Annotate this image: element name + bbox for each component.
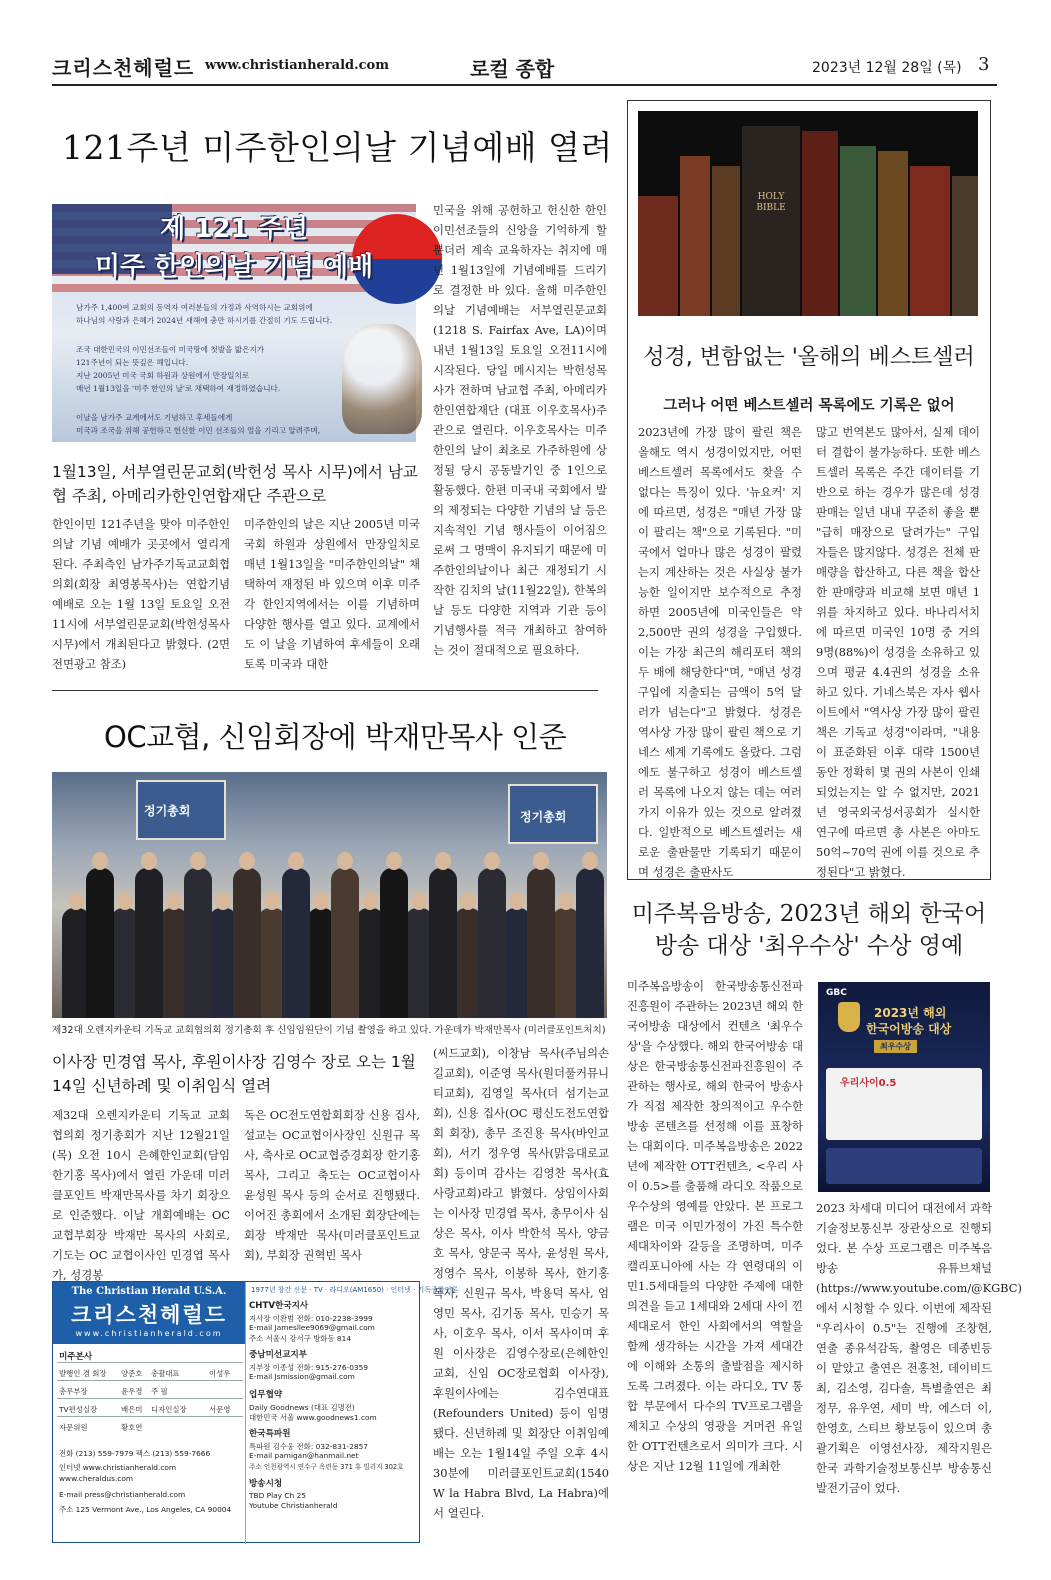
branch-line: 특파원 김수웅 전화: 032-831-2857: [249, 1442, 369, 1451]
person-head: [117, 892, 133, 910]
issue-date: 2023년 12월 28일 (목): [812, 60, 962, 76]
banner-line: 하나님의 사랑과 은혜가 2024년 새해에 충만 하시기를 간절히 기도 드립니다.: [76, 316, 333, 325]
staff-role: 주 필: [151, 1387, 168, 1396]
article1-banner-image: [52, 204, 416, 442]
person-head: [533, 852, 549, 870]
article1-column-2: 미주한인의 날은 지난 2005년 미국 국회 하원과 상원에서 만장일치로 매년 1월13일을 "미주한인의날" 채택하여 재정된 바 있으며 이후 미주 각 한인지역에서는 이를 기념하며 다양한 행사를 열고 있다. 교계에서도 이 날을 기념하여 후세들이 오래토록 미국과 대한: [244, 517, 420, 671]
kgbc-headline: [627, 898, 991, 962]
article2-subhead: 이사장 민경엽 목사, 후원이사장 김영수 장로 오는 1월14일 신년하례 및 이취임식 열려: [52, 1053, 416, 1095]
person-head: [558, 892, 574, 910]
staff-logo-korean: 크리스천헤럴드: [70, 1303, 227, 1327]
photo-banner-text: 정기총회: [520, 810, 567, 824]
contact-line: 인터넷 www.christianherald.com: [59, 1463, 177, 1472]
banner-line: 매년 1월13일을 '미주 한인의 날'로 채택하여 재정하였습니다.: [76, 384, 281, 393]
person-head: [509, 892, 525, 910]
staff-name: 황호연: [121, 1423, 143, 1432]
banner-title: 제 121 주년: [160, 214, 308, 244]
staff-role: 발행인 겸 회장: [59, 1369, 107, 1378]
staff-role: 디자인실장: [151, 1405, 187, 1414]
person-figure: [184, 868, 212, 1018]
book-spine-label: HOLY BIBLE: [756, 192, 786, 213]
person-head: [239, 852, 255, 870]
article1-column-1: 한인이민 121주년을 맞아 미주한인의날 기념 예배가 곳곳에서 열리게 된다. 주최측인 남가주기독교교회협의회(회장 최영봉목사)는 연합기념예배로 오는 1월 13일 토요일 오전11시에 서부열린문교회(박헌성목사 시무)에서 개최된다고 밝혔다. (2면 전면광고 참조): [52, 517, 230, 671]
poster-title: 한국어방송 대상: [866, 1022, 952, 1036]
branch-line: 대한민국 서울 www.goodnews1.com: [249, 1413, 377, 1422]
person-head: [460, 892, 476, 910]
staff-role: 총무부장: [59, 1387, 88, 1396]
contact-line: E-mail press@christianherald.com: [59, 1490, 186, 1499]
page-number: 3: [978, 54, 990, 75]
bible-subhead: 그러나 어떤 베스트셀러 목록에도 기록은 없어: [663, 398, 955, 414]
branch-title: 중남미선교지부: [249, 1350, 308, 1360]
person-head: [411, 892, 427, 910]
staff-role: 총괄대표: [151, 1369, 180, 1378]
article2-column-1: 제32대 오렌지카운티 기독교 교회협의회 정기총회가 지난 12월21일(목) 오전 10시 은혜한인교회(담임 한기홍 목사)에서 열린 가운데 미러클포인트 박재만목사를 차기 회장으로 인준했다. 이날 개회예배는 OC 교협부회장 박재만 목사의 사회로, 기도는 OC 교협이사인 민경엽 목사가, 성경봉: [52, 1108, 230, 1282]
person-figure: [331, 868, 359, 1018]
article2-headline: OC교협, 신임회장에 박재만목사 인준: [104, 720, 567, 754]
person-head: [386, 852, 402, 870]
person-figure: [478, 868, 506, 1018]
person-head: [215, 892, 231, 910]
banner-line: 미국과 조국을 위해 공헌하고 헌신한 이민 선조들의 얼을 기리고 알려주며,: [76, 426, 321, 435]
banner-line: 이날을 남가주 교계에서도 기념하고 후세들에게: [76, 413, 233, 422]
kgbc-headline-line: 방송 대상 '최우수상' 수상 영예: [654, 933, 964, 959]
staff-name: 서문영: [209, 1405, 231, 1414]
person-head: [190, 852, 206, 870]
staff-name: 양준호: [121, 1369, 143, 1378]
staff-logo-english: The Christian Herald U.S.A.: [71, 1286, 227, 1297]
bible-column-2: 많고 번역본도 많아서, 실제 데이터 결합이 불가능하다. 또한 베스트셀러 목록은 주간 데이터를 기반으로 하는 경우가 많은데 성경 판매는 일년 내내 꾸준히 좋을 뿐 "급히 매장으로 달려가는" 구입자들은 많지않다. 성경은 전체 판매량을 합산하고, 다른 책을 합산한 판매량과 비교해 보면 매년 1위를 차지하고 있다. 바나리서치에 따르면 미국인 10명 중 거의 9명(88%)이 성경을 소유하고 있으며 평균 4.4권의 성경을 소유하고 있다. 기네스북은 자사 웹사이트에서 "역사상 가장 많이 팔린 책은 기독교 성경"이라며, "내용이 표준화된 이후 대략 1500년 동안 정확히 몇 권의 사본이 인쇄되었는지는 알 수 없지만, 2021년 영국외국성서공회가 실시한 연구에 따르면 총 사본은 아마도 50억~70억 권에 이를 것으로 추정된다"고 밝혔다.: [816, 425, 980, 879]
branch-line: Youtube Christianherald: [249, 1501, 338, 1510]
newspaper-masthead: 크리스천헤럴드: [52, 56, 195, 80]
contact-line: 주소 125 Vermont Ave., Los Angeles, CA 90004: [59, 1505, 232, 1514]
staff-name: 윤우경: [121, 1387, 143, 1396]
person-figure: [380, 868, 408, 1018]
section-title: 로컬 종합: [470, 57, 555, 81]
person-figure: [282, 868, 310, 1018]
branch-line: E-mail pamigan@hanmail.net: [249, 1451, 359, 1460]
branch-line: 주소 서울시 강서구 방화동 814: [249, 1334, 352, 1343]
branch-line: 지사장 이완범 전화: 010-2238-3999: [249, 1314, 373, 1323]
bible-column-1: 2023년에 가장 많이 팔린 책은 올해도 역시 성경이었지만, 어떤 베스트셀러 목록에서도 찾을 수 없다는 특징이 있다. '뉴요커' 지에 따르면, 성경은 "매년 가장 많이 팔리는 책"으로 기록된다. "미국에서 얼마나 많은 성경이 팔렸는지 계산하는 것은 사실상 불가능한 일이지만 보수적으로 추정하면 2005년에 미국인들은 약 2,500만 권의 성경을 구입했다. 이는 가장 최근의 해리포터 책의 두 배에 해당한다"며, "매년 성경 구입에 지출되는 금액이 5억 달러가 넘는다"고 밝혔다. 성경은 역사상 가장 많이 팔린 책으로 기네스 세계 기록에도 올랐다. 그럼에도 불구하고 성경이 베스트셀러 목록에 나오지 않는 데는 여러 가지 이유가 있는 것으로 알려졌다. 일반적으로 베스트셀러는 새로운 출판물만 기록되기 때문이며 성경은 출판사도: [638, 425, 802, 879]
banner-line: 지난 2005년 미국 국회 하원과 상원에서 만장일치로: [76, 371, 250, 380]
article2-column-3: (씨드교회), 이창남 목사(주님의손길교회), 이준영 목사(원더풀커뮤니티교회), 김영일 목사(더 섬기는교회), 신용 집사(OC 평신도전도연합회 회장), 총무 조진용 목사(바인교회), 서기 정우영 목사(맑음대로교회) 등이며 감사는 김영찬 목사(효사랑교회)라고 밝혔다. 상임이사회는 이사장 민경엽 목사, 총무이사 심상은 목사, 이사 박한석 목사, 양금호 목사, 양문국 목사, 윤성원 목사, 정영수 목사, 이봉하 목사, 한기홍 목사, 신원규 목사, 박용덕 목사, 엄영민 목사, 김기동 목사, 민승기 목사, 이호우 목사, 이서 목사이며 후원 이사장은 김영수장로(은혜한인교회, 신임 OC장로협회 이사장), 후원이사에는 김수연대표(Refounders United) 등이 임명됐다. 신년하례 및 회장단 이취임예배는 오는 1월14일 주일 오후 4시30분에 미러클포인트교회(1540 W la Habra Blvd, La Habra)에서 열린다.: [433, 1046, 609, 1520]
branch-line: TBD Play Ch 25: [249, 1491, 306, 1500]
branch-title: 한국특파원: [249, 1429, 291, 1439]
hq-title: 미주본사: [59, 1352, 93, 1362]
staff-tagline: 1977년 창간 신문 · TV · 라디오(AM1650) · 인터넷 · 기독종합언론: [251, 1286, 459, 1294]
person-head: [362, 892, 378, 910]
person-head: [264, 892, 280, 910]
staff-logo: [53, 1282, 245, 1344]
person-head: [313, 892, 329, 910]
photo-caption: 제32대 오렌지카운티 기독교 교회협의회 정기총회 후 신임임원단이 기념 촬영을 하고 있다. 가운데가 박재만목사 (미러클포인트처치): [52, 1025, 606, 1036]
staff-role: TV편성실장: [59, 1405, 98, 1414]
banner-line: 남가주 1,400여 교회의 동역자 여러분들의 가정과 사역하시는 교회위에: [76, 303, 313, 312]
article-divider: [52, 690, 598, 691]
person-head: [337, 852, 353, 870]
branch-title: 업무협약: [249, 1390, 283, 1400]
person-figure: [135, 868, 163, 1018]
poster-title: 2023년 해외: [874, 1006, 947, 1020]
banner-subtitle: 미주 한인의날 기념 예배: [94, 252, 374, 282]
kgbc-column-1: 미주복음방송이 한국방송통신전파진흥원이 주관하는 2023년 해외 한국어방송 대상에서 컨텐츠 '최우수상'을 수상했다. 해외 한국어방송 대상은 한국방송통신전파진흥원이 주관하는 행사로, 해외 한국어 방송사가 직접 제작한 창의적이고 우수한 방송 콘텐츠를 선정해 이를 표창하는 대회이다. 미주복음방송은 2022년에 제작한 OTT컨텐츠, <우리 사이 0.5>를 출품해 라디오 작품으로 우수상의 영예를 안았다. 본 프로그램은 미국 이민가정이 가진 특수한 세대차이와 갈등을 조명하며, 미주 캘리포니아에 사는 각 연령대의 이민1.5세대들의 다양한 주제에 대한 의견을 듣고 1세대와 2세대 사이 낀 세대로서 한인 사회에서의 역할을 함께 생각하는 시간을 가져 세대간 에 이해와 소통의 출발점을 제시하도록 그려졌다. 이는 라디오, TV 통합 부문에서 다수의 TV프로그램을 제치고 수상의 영광을 거머쥔 유일한 OTT컨텐츠로서 의미가 크다. 시상은 지난 12월 11일에 개최한: [627, 979, 803, 1473]
branch-line: 지부장 이종성 전화: 915-276-0359: [249, 1363, 369, 1372]
person-head: [484, 852, 500, 870]
branch-line: 주소 인천광역시 연수구 옥련동 371 휴 빌리지 302호: [249, 1463, 404, 1471]
person-figure: [576, 868, 604, 1018]
branch-title: CHTV한국지사: [249, 1301, 309, 1311]
header-divider: [52, 84, 997, 86]
staff-name: 이성우: [209, 1369, 231, 1378]
article2-group-photo: [52, 772, 607, 1018]
photo-banner: [508, 784, 598, 844]
branch-title: 방송시청: [249, 1479, 283, 1489]
poster-footer: [826, 1148, 982, 1184]
person-head: [141, 852, 157, 870]
kgbc-award-poster: [818, 982, 990, 1192]
person-head: [92, 852, 108, 870]
banner-line: 조국 대한민국의 이민선조들이 미국땅에 첫발을 밟은지가: [76, 345, 265, 354]
contact-line: 전화 (213) 559-7979 팩스 (213) 559-7666: [59, 1449, 211, 1458]
poster-program: 우리사이0.5: [840, 1078, 897, 1089]
bible-headline: 성경, 변함없는 '올해의 베스트셀러: [643, 345, 975, 370]
person-head: [68, 892, 84, 910]
article2-column-2: 독은 OC전도연합회회장 신용 집사, 설교는 OC교협이사장인 신원규 목사, 축사로 OC교협증경회장 한기홍 목사, 그리고 축도는 OC교협이사 윤성원 목사 등의 순서로 진행됐다. 이어진 총회에서 소개된 회장단에는 회장 박재만 목사(미러클포인트교회), 부회장 권혁빈 목사: [244, 1108, 420, 1262]
branch-line: Daily Goodnews (대표 김명전): [249, 1403, 355, 1412]
staff-box: [52, 1281, 459, 1543]
kgbc-headline-line: 미주복음방송, 2023년 해외 한국어: [631, 901, 987, 927]
person-figure: [429, 868, 457, 1018]
trophy-icon: [838, 1002, 860, 1032]
person-head: [166, 892, 182, 910]
staff-role: 자문위원: [59, 1423, 88, 1432]
branch-line: E-mail Jsmission@gmail.com: [249, 1372, 355, 1381]
photo-banner-text: 정기총회: [144, 804, 191, 818]
poster-brand: GBC: [826, 988, 847, 998]
kgbc-column-2: 2023 차세대 미디어 대전에서 과학기술정보통신부 장관상으로 진행되었다. 본 수상 프로그램은 미주복음방송 유튜브채널(https://www.youtube.com/@KGBC)에서 시청할 수 있다. 이번에 제작된 "우리사이 0.5"는 진행에 조창현, 연출 종유석감독, 촬영은 데종빈등 이 맡았고 출연은 전홍천, 데이비드 최, 김소영, 김다솔, 특별출연은 최정무, 유우연, 세미 박, 에스더 이, 한영호, 스티브 황보등이 있으며 총괄기획은 이영선사장, 제작지원은 한국 과학기술정보통신부 방송통신발전기금이 었다.: [816, 1201, 1022, 1495]
person-figure: [86, 868, 114, 1018]
banner-line: 121주년이 되는 뜻깊은 해입니다.: [76, 358, 189, 367]
person-figure: [233, 868, 261, 1018]
person-head: [582, 852, 598, 870]
person-figure: [527, 868, 555, 1018]
article1-column-3: 민국을 위해 공헌하고 헌신한 한인이민선조들의 신앙을 기억하게 할 뿐더러 계속 교육하자는 취지에 매년 1월13일에 기념예배를 드리기로 결정한 바 있다. 올해 미주한인의날 기념예배는 서부열린문교회(1218 S. Fairfax Ave, LA)이며 내년 1월13일 토요일 오전11시에 시작된다. 당일 메시지는 박헌성목사가 전하며 남교협 주최, 아메리카한인연합재단 (대표 이우호목사)주관으로 열린다. 이우호목사는 미주한인의 날이 최초로 가주하원에 상정될 당시 공동발기인 중 1인으로 활동했다. 한편 미국내 국회에서 발의 제정되는 다양한 기념의 날 등은 지속적인 기념 행사들이 이어짐으로써 그 명맥이 유지되기 때문에 미주한인의날이나 최근 재정되기 시작한 김치의 날(11월22일), 한복의 날 등도 다양한 지역과 기관 등이 기념행사를 적극 개최하고 참여하는 것이 절대적으로 필요하다.: [433, 203, 607, 657]
poster-award: 최우수상: [874, 1040, 917, 1053]
branch-line: E-mail Jamesllee9069@gmail.com: [249, 1323, 375, 1332]
person-head: [435, 852, 451, 870]
article1-subhead: 1월13일, 서부열린문교회(박헌성 목사 시무)에서 남교협 주최, 아메리카한인연합재단 주관으로: [52, 463, 418, 505]
staff-name: 배은미: [121, 1405, 143, 1414]
site-url: www.christianherald.com: [205, 58, 389, 73]
contact-line: www.cheraldus.com: [59, 1474, 134, 1483]
bible-books-photo: [638, 111, 978, 316]
article1-headline: 121주년 미주한인의날 기념예배 열려: [62, 128, 613, 167]
poster-screenshot: [826, 1068, 982, 1140]
staff-logo-url: www.christianherald.com: [75, 1329, 223, 1338]
person-head: [288, 852, 304, 870]
